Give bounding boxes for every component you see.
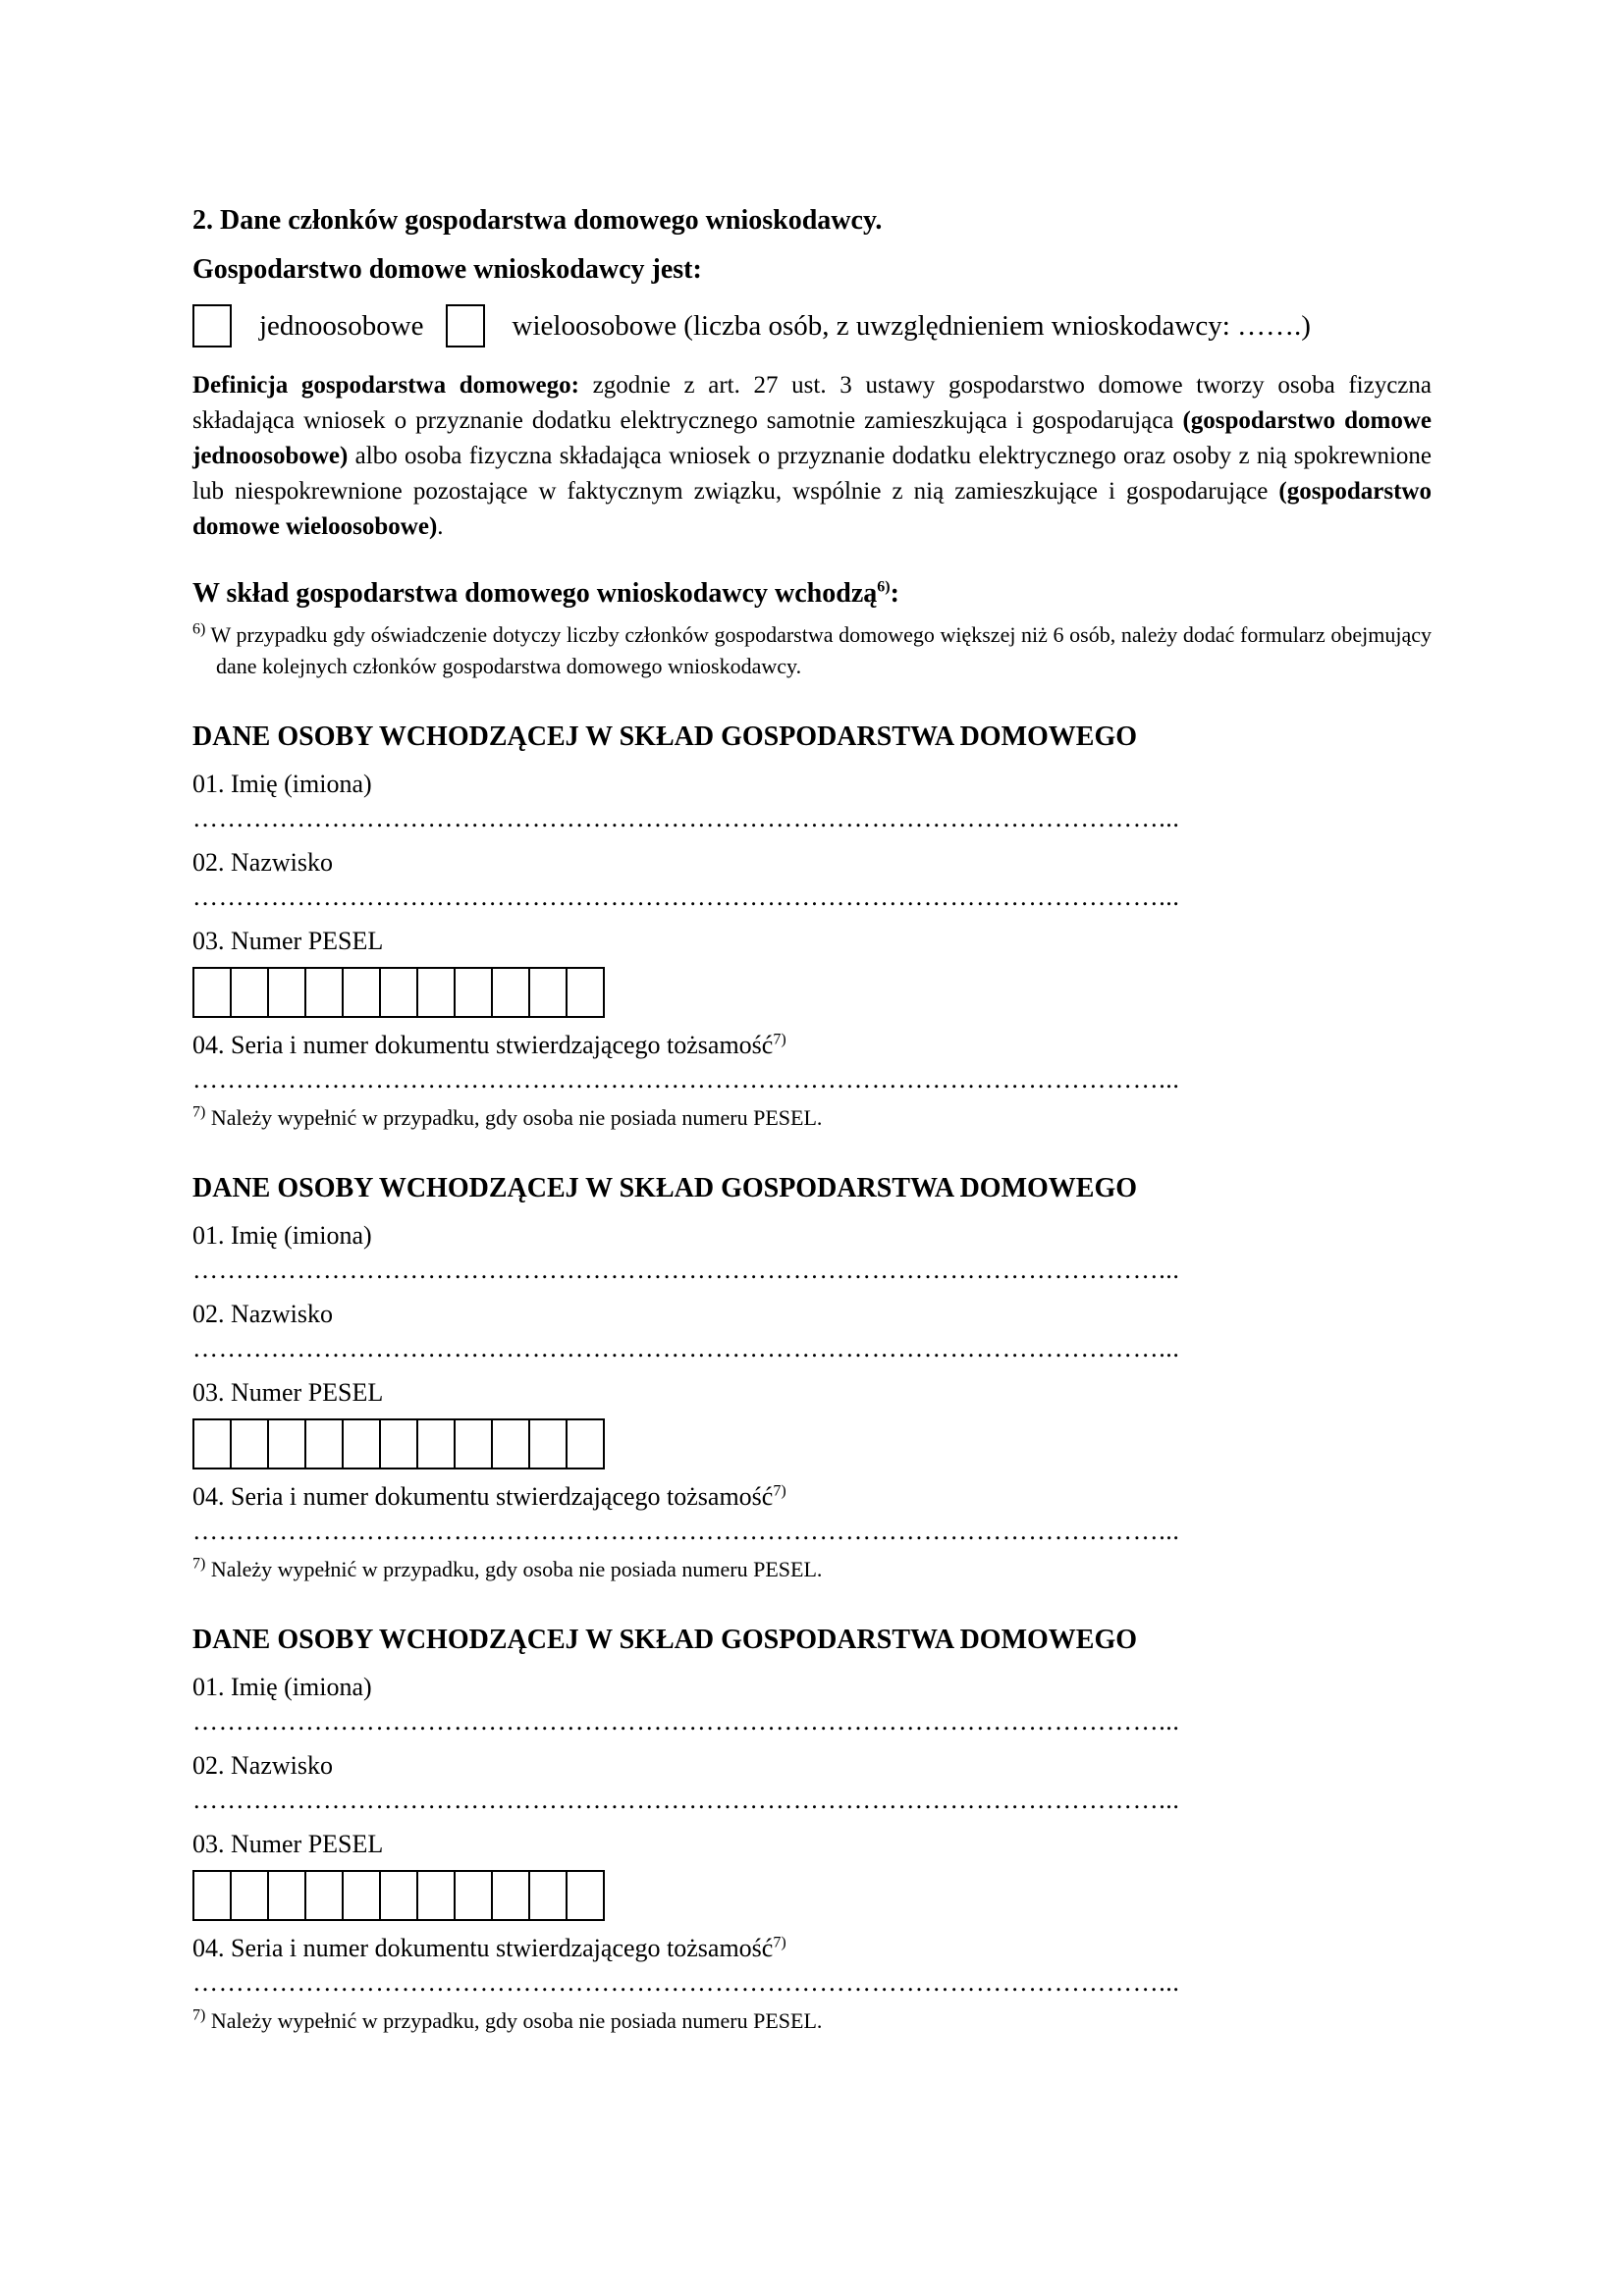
id-document-label-text: 04. Seria i numer dokumentu stwierdzającego tożsamość <box>192 1482 774 1511</box>
form-content <box>192 201 1432 2037</box>
last-name-label: 02. Nazwisko <box>192 1751 333 1780</box>
pesel-digit-cell[interactable] <box>230 967 269 1018</box>
pesel-digit-cell[interactable] <box>230 1870 269 1921</box>
last-name-field[interactable]: …………………………………………………………………………………………………... <box>192 882 1180 911</box>
pesel-digit-cell[interactable] <box>267 967 306 1018</box>
household-type-options <box>192 301 1432 350</box>
pesel-digit-cell[interactable] <box>342 1870 381 1921</box>
definition-text-2: albo osoba fizyczna składająca wniosek o przyznanie dodatku elektrycznego oraz osoby z nią spokrewnione lub niespokrewnione pozostające w faktycznym związku, wspólnie z nią zamieszkujące i gospodarujące <box>192 443 1432 505</box>
person-title: DANE OSOBY WCHODZĄCEJ W SKŁAD GOSPODARSTWA DOMOWEGO <box>192 1625 1138 1655</box>
first-name-label: 01. Imię (imiona) <box>192 1221 372 1250</box>
pesel-digit-cell[interactable] <box>416 967 456 1018</box>
definition-text-1: zgodnie z art. 27 ust. 3 ustawy gospodarstwo domowe tworzy osoba fizyczna składająca wniosek o przyznanie dodatku elektrycznego samotnie zamieszkująca i gospodarująca <box>192 372 1432 434</box>
pesel-input-grid[interactable] <box>192 967 1432 1018</box>
first-name-label: 01. Imię (imiona) <box>192 770 372 798</box>
pesel-digit-cell[interactable] <box>304 1870 344 1921</box>
footnote-6-mark: 6) <box>192 620 206 638</box>
composition-heading-text: W skład gospodarstwa domowego wnioskodawcy wchodzą <box>192 578 878 609</box>
pesel-label: 03. Numer PESEL <box>192 1830 384 1858</box>
household-heading: Gospodarstwo domowe wnioskodawcy jest: <box>192 254 702 285</box>
pesel-input-grid[interactable] <box>192 1870 1432 1921</box>
person-block-2 <box>192 1169 1432 1585</box>
pesel-digit-cell[interactable] <box>230 1418 269 1469</box>
person-title: DANE OSOBY WCHODZĄCEJ W SKŁAD GOSPODARSTWA DOMOWEGO <box>192 721 1138 752</box>
multi-person-label: wieloosobowe (liczba osób, z uwzględnieniem wnioskodawcy: …….) <box>512 309 1311 342</box>
pesel-digit-cell[interactable] <box>416 1870 456 1921</box>
person-block-3 <box>192 1621 1432 2037</box>
pesel-digit-cell[interactable] <box>416 1418 456 1469</box>
pesel-digit-cell[interactable] <box>379 967 418 1018</box>
footnote-7-text: Należy wypełnić w przypadku, gdy osoba nie posiada numeru PESEL. <box>205 1557 823 1581</box>
pesel-digit-cell[interactable] <box>304 1418 344 1469</box>
pesel-digit-cell[interactable] <box>566 1870 605 1921</box>
pesel-digit-cell[interactable] <box>528 1418 568 1469</box>
first-name-field[interactable]: …………………………………………………………………………………………………... <box>192 804 1180 832</box>
first-name-field[interactable]: …………………………………………………………………………………………………... <box>192 1255 1180 1284</box>
first-name-field[interactable]: …………………………………………………………………………………………………... <box>192 1707 1180 1735</box>
first-name-label: 01. Imię (imiona) <box>192 1673 372 1701</box>
pesel-digit-cell[interactable] <box>454 1870 493 1921</box>
pesel-label: 03. Numer PESEL <box>192 927 384 955</box>
last-name-label: 02. Nazwisko <box>192 848 333 877</box>
definition-end: . <box>437 513 444 540</box>
pesel-digit-cell[interactable] <box>192 967 232 1018</box>
pesel-digit-cell[interactable] <box>267 1870 306 1921</box>
id-document-field[interactable]: …………………………………………………………………………………………………... <box>192 1517 1180 1545</box>
footnote-7-text: Należy wypełnić w przypadku, gdy osoba nie posiada numeru PESEL. <box>205 2008 823 2033</box>
id-document-label <box>192 1479 1432 1515</box>
pesel-digit-cell[interactable] <box>491 1870 530 1921</box>
composition-heading-sup: 6) <box>877 578 891 596</box>
pesel-digit-cell[interactable] <box>192 1418 232 1469</box>
id-document-field[interactable]: …………………………………………………………………………………………………... <box>192 1968 1180 1997</box>
footnote-7-mark: 7) <box>192 1103 206 1121</box>
pesel-digit-cell[interactable] <box>304 967 344 1018</box>
pesel-input-grid[interactable] <box>192 1418 1432 1469</box>
last-name-field[interactable]: …………………………………………………………………………………………………... <box>192 1786 1180 1814</box>
composition-heading <box>192 574 1432 614</box>
footnote-7 <box>192 1554 1432 1585</box>
section-title: 2. Dane członków gospodarstwa domowego wnioskodawcy. <box>192 205 883 236</box>
id-document-field[interactable]: …………………………………………………………………………………………………... <box>192 1065 1180 1094</box>
id-document-label-text: 04. Seria i numer dokumentu stwierdzającego tożsamość <box>192 1031 774 1059</box>
id-document-label-sup: 7) <box>773 1031 786 1048</box>
footnote-6 <box>192 619 1432 682</box>
id-document-label-text: 04. Seria i numer dokumentu stwierdzającego tożsamość <box>192 1934 774 1962</box>
multi-person-checkbox[interactable] <box>446 304 485 347</box>
household-definition <box>192 368 1432 545</box>
pesel-digit-cell[interactable] <box>379 1870 418 1921</box>
footnote-7 <box>192 2005 1432 2037</box>
footnote-6-text: W przypadku gdy oświadczenie dotyczy liczby członków gospodarstwa domowego większej niż 6 osób, należy dodać formularz obejmujący dane kolejnych członków gospodarstwa domowego wnioskodawcy. <box>205 622 1432 678</box>
id-document-label <box>192 1931 1432 1966</box>
pesel-digit-cell[interactable] <box>566 1418 605 1469</box>
definition-bold-1: (gospodarstwo domowe jednoosobowe) <box>192 407 1432 469</box>
pesel-digit-cell[interactable] <box>528 967 568 1018</box>
definition-lead: Definicja gospodarstwa domowego: <box>192 372 579 399</box>
pesel-digit-cell[interactable] <box>379 1418 418 1469</box>
footnote-7 <box>192 1102 1432 1134</box>
pesel-label: 03. Numer PESEL <box>192 1378 384 1407</box>
pesel-digit-cell[interactable] <box>267 1418 306 1469</box>
pesel-digit-cell[interactable] <box>454 1418 493 1469</box>
id-document-label-sup: 7) <box>773 1482 786 1500</box>
pesel-digit-cell[interactable] <box>192 1870 232 1921</box>
single-person-checkbox[interactable] <box>192 304 232 347</box>
id-document-label-sup: 7) <box>773 1934 786 1951</box>
composition-heading-end: : <box>890 578 899 609</box>
pesel-digit-cell[interactable] <box>528 1870 568 1921</box>
pesel-digit-cell[interactable] <box>342 1418 381 1469</box>
pesel-digit-cell[interactable] <box>454 967 493 1018</box>
person-title: DANE OSOBY WCHODZĄCEJ W SKŁAD GOSPODARSTWA DOMOWEGO <box>192 1173 1138 1203</box>
pesel-digit-cell[interactable] <box>566 967 605 1018</box>
footnote-7-mark: 7) <box>192 1555 206 1573</box>
person-block-1 <box>192 718 1432 1134</box>
pesel-digit-cell[interactable] <box>491 1418 530 1469</box>
last-name-label: 02. Nazwisko <box>192 1300 333 1328</box>
pesel-digit-cell[interactable] <box>491 967 530 1018</box>
definition-bold-2: (gospodarstwo domowe wieloosobowe) <box>192 478 1432 540</box>
footnote-7-mark: 7) <box>192 2006 206 2024</box>
pesel-digit-cell[interactable] <box>342 967 381 1018</box>
id-document-label <box>192 1028 1432 1063</box>
footnote-7-text: Należy wypełnić w przypadku, gdy osoba nie posiada numeru PESEL. <box>205 1105 823 1130</box>
single-person-label: jednoosobowe <box>259 309 424 342</box>
last-name-field[interactable]: …………………………………………………………………………………………………... <box>192 1334 1180 1362</box>
